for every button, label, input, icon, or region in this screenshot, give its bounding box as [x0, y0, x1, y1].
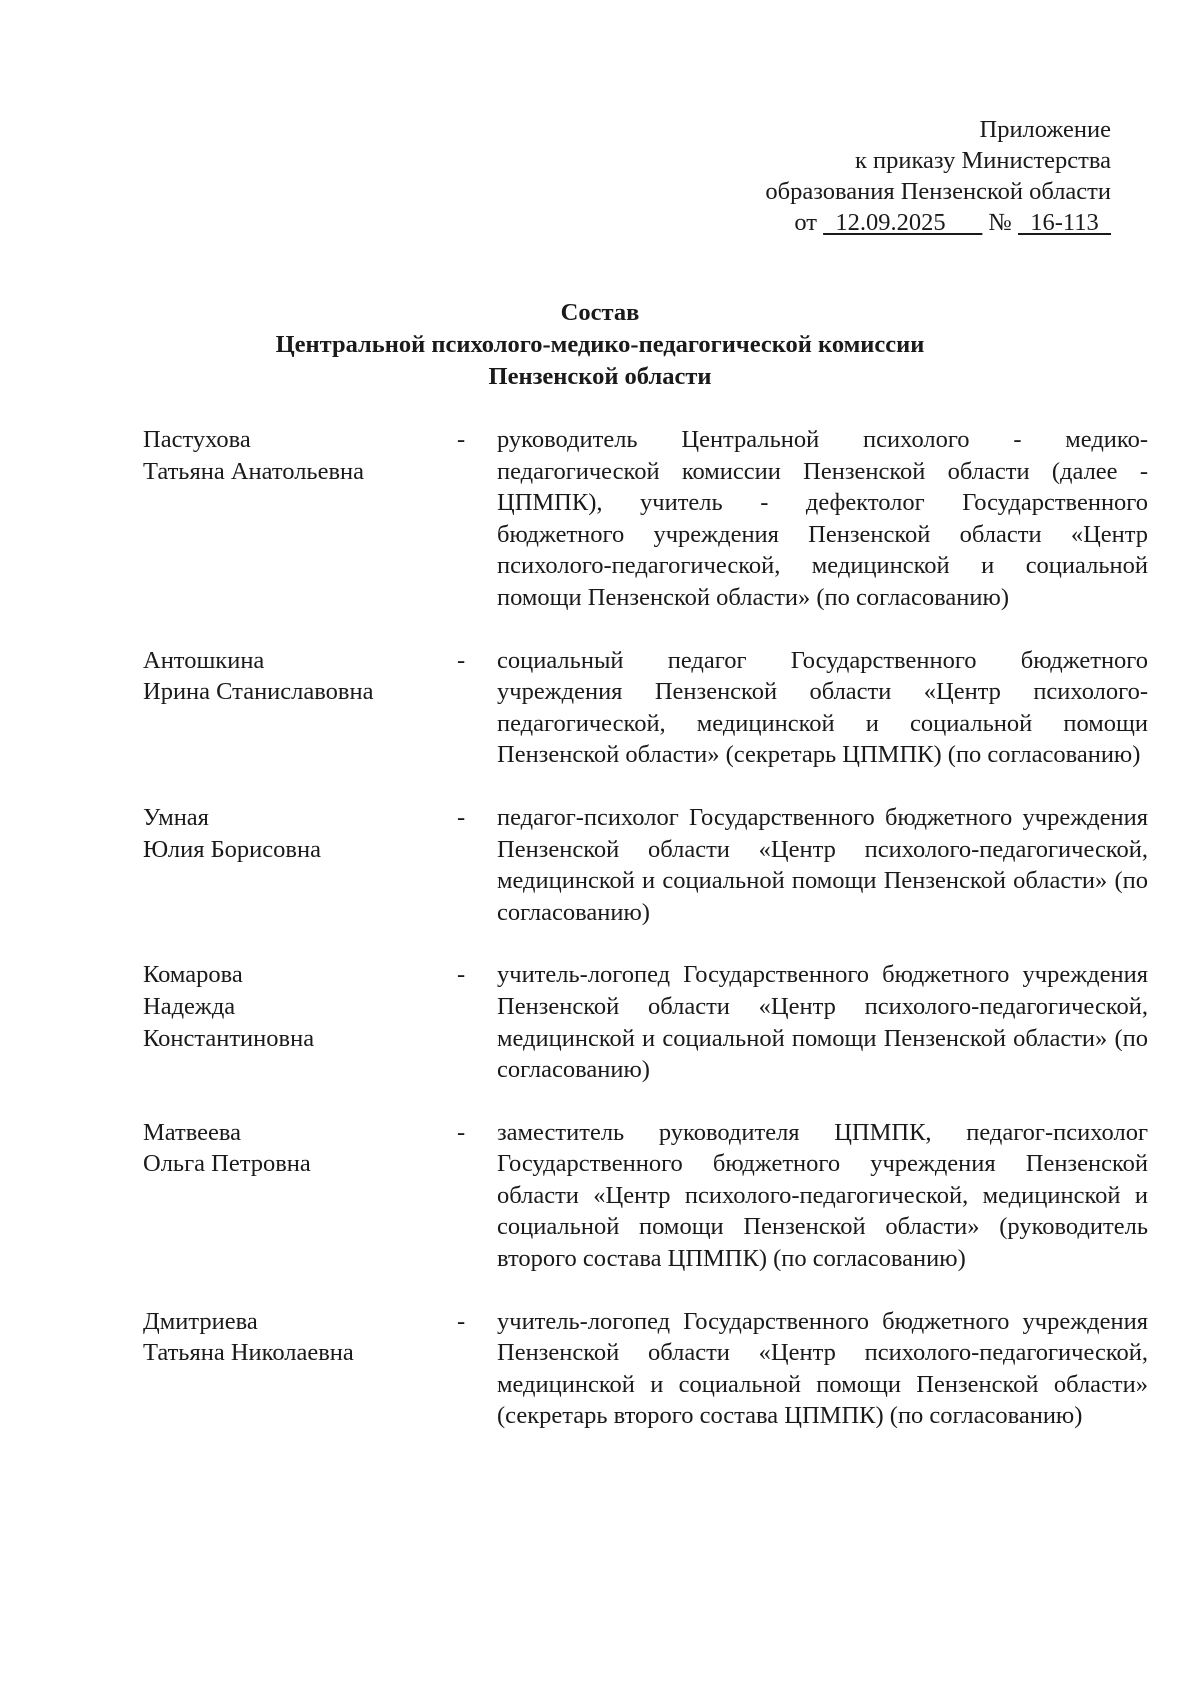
- member-row: [143, 959, 1148, 1085]
- member-dash: -: [457, 1307, 466, 1335]
- order-number: 16-113: [1018, 209, 1111, 236]
- member-row: [143, 1117, 1148, 1275]
- members-list: [143, 424, 1148, 1463]
- member-dash: -: [457, 426, 466, 453]
- member-name: [143, 802, 453, 928]
- member-description: заместитель руководителя ЦПМПК, педагог-психолог Государственного бюджетного учреждения Пензенской области «Центр психолого-педагогической, медицинской и социальной помощи Пензенской области» (руководитель второго состава ЦПМПК) (по согласованию): [497, 1118, 1148, 1273]
- appendix-order-ref: к приказу Министерства: [855, 147, 1111, 174]
- member-name: [143, 1117, 453, 1275]
- member-given-name: Надежда: [143, 992, 236, 1020]
- appendix-block: [765, 114, 1111, 238]
- title-line-2: Центральной психолого-медико-педагогической комиссии: [275, 331, 925, 358]
- appendix-ministry: образования Пензенской области: [765, 178, 1111, 205]
- member-given-names: Ольга Петровна: [143, 1150, 311, 1178]
- member-surname: Пастухова: [143, 426, 251, 453]
- number-prefix: №: [988, 209, 1012, 236]
- appendix-label: Приложение: [979, 116, 1111, 143]
- appendix-date-number: [765, 207, 1111, 238]
- member-name: [143, 1306, 453, 1432]
- member-name: [143, 424, 453, 614]
- document-title: [0, 297, 1200, 393]
- member-name: [143, 645, 453, 771]
- member-given-names: Татьяна Анатольевна: [143, 457, 365, 485]
- member-surname: Матвеева: [143, 1118, 242, 1146]
- member-row: [143, 802, 1148, 928]
- member-name: [143, 959, 453, 1085]
- member-row: [143, 424, 1148, 614]
- member-surname: Умная: [143, 803, 209, 831]
- member-description: руководитель Центральной психолого - медико-педагогической комиссии Пензенской области (далее - ЦПМПК), учитель - дефектолог Государственного бюджетного учреждения Пензенской области «Центр психолого-педагогической, медицинской и социальной помощи Пензенской области» (по согласованию): [497, 426, 1148, 611]
- member-description: социальный педагог Государственного бюджетного учреждения Пензенской области «Центр психолого-педагогической, медицинской и социальной помощи Пензенской области» (секретарь ЦПМПК) (по согласованию): [497, 646, 1148, 769]
- member-dash: -: [457, 1118, 466, 1146]
- member-surname: Антошкина: [143, 646, 265, 674]
- member-given-names: Татьяна Николаевна: [143, 1339, 354, 1367]
- member-description: педагог-психолог Государственного бюджетного учреждения Пензенской области «Центр психолого-педагогической, медицинской и социальной помощи Пензенской области» (по согласованию): [497, 803, 1148, 926]
- order-date: 12.09.2025: [823, 209, 983, 236]
- member-given-names: Юлия Борисовна: [143, 835, 321, 863]
- date-prefix: от: [794, 209, 817, 236]
- member-description: учитель-логопед Государственного бюджетного учреждения Пензенской области «Центр психолого-педагогической, медицинской и социальной помощи Пензенской области» (по согласованию): [497, 961, 1148, 1084]
- member-surname: Комарова: [143, 961, 243, 989]
- title-line-1: Состав: [560, 299, 640, 326]
- member-description: учитель-логопед Государственного бюджетного учреждения Пензенской области «Центр психолого-педагогической, медицинской и социальной помощи Пензенской области» (секретарь второго состава ЦПМПК) (по согласованию): [497, 1307, 1148, 1430]
- member-dash: -: [457, 803, 466, 831]
- member-row: [143, 645, 1148, 771]
- member-patronymic: Константиновна: [143, 1024, 315, 1052]
- member-given-names: Ирина Станиславовна: [143, 678, 374, 706]
- member-row: [143, 1306, 1148, 1432]
- member-dash: -: [457, 646, 466, 674]
- title-line-3: Пензенской области: [488, 363, 712, 390]
- member-surname: Дмитриева: [143, 1307, 258, 1335]
- member-dash: -: [457, 961, 466, 989]
